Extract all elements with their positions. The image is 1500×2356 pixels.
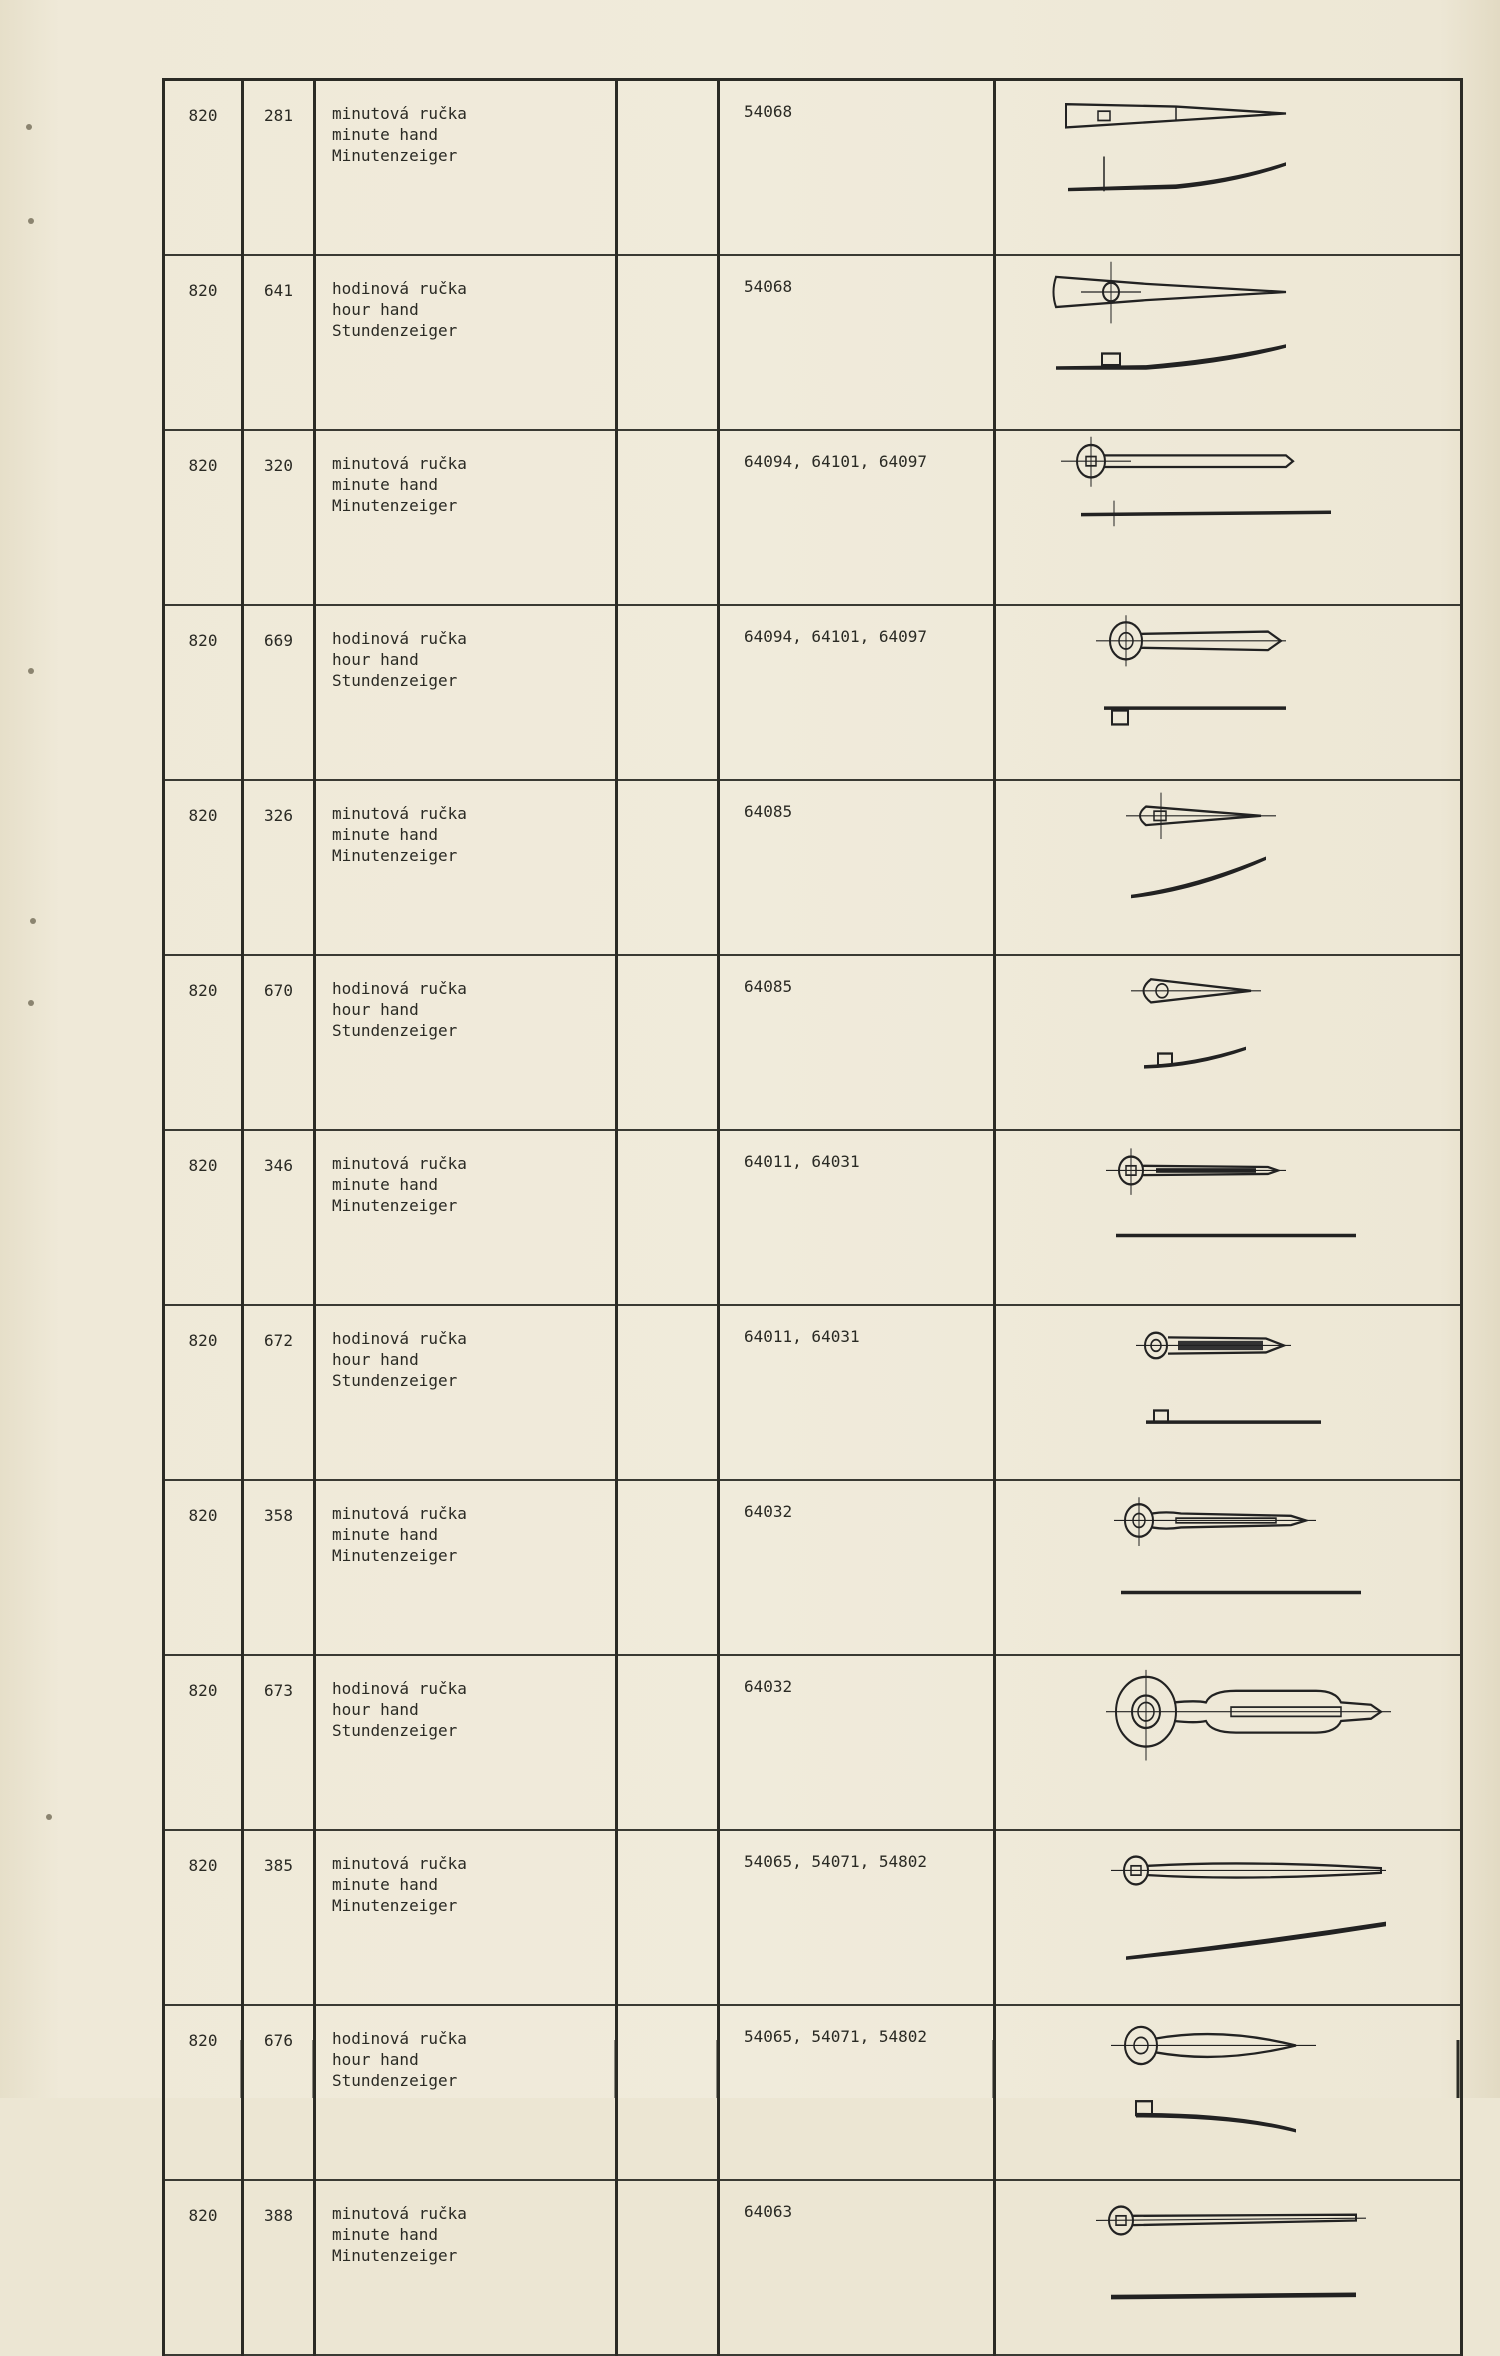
model-cell xyxy=(164,1830,243,2005)
blank-cell xyxy=(617,1655,719,1830)
description-english: hour hand xyxy=(332,650,419,669)
part-number: 673 xyxy=(264,1681,293,1700)
table-continuation-lines xyxy=(162,2040,1460,2098)
description-english: minute hand xyxy=(332,2225,438,2244)
description-cell xyxy=(315,955,617,1130)
caliber-list: 64063 xyxy=(744,2202,793,2221)
model-number: 820 xyxy=(188,2206,218,2225)
description-czech: minutová ručka xyxy=(332,1854,467,1873)
table-row xyxy=(164,605,1462,780)
description-english: hour hand xyxy=(332,1700,419,1719)
model-number: 820 xyxy=(188,1506,218,1525)
model-cell xyxy=(164,955,243,1130)
description-czech: minutová ručka xyxy=(332,1154,467,1173)
table-row xyxy=(164,1305,1462,1480)
description-cell xyxy=(315,430,617,605)
punch-hole xyxy=(28,1000,34,1006)
description-german: Stundenzeiger xyxy=(332,1371,458,1390)
blank-cell xyxy=(617,1130,719,1305)
hour-hand-slot-icon xyxy=(996,1306,1460,1479)
model-number: 820 xyxy=(188,1156,218,1175)
description-czech: hodinová ručka xyxy=(332,279,467,298)
model-cell xyxy=(164,1480,243,1655)
caliber-list: 64094, 64101, 64097 xyxy=(744,627,928,646)
calibers-cell xyxy=(719,2180,995,2355)
description-czech: minutová ručka xyxy=(332,1504,467,1523)
model-cell xyxy=(164,780,243,955)
drawing-cell xyxy=(995,955,1462,1130)
model-cell xyxy=(164,255,243,430)
calibers-cell xyxy=(719,955,995,1130)
calibers-cell xyxy=(719,1130,995,1305)
punch-hole xyxy=(46,1814,52,1820)
minute-hand-taper-icon xyxy=(996,781,1460,954)
description-german: Stundenzeiger xyxy=(332,1021,458,1040)
drawing-cell xyxy=(995,1830,1462,2005)
description-czech: hodinová ručka xyxy=(332,979,467,998)
model-cell xyxy=(164,80,243,256)
part-number: 281 xyxy=(264,106,293,125)
description-czech: hodinová ručka xyxy=(332,1679,467,1698)
punch-hole xyxy=(28,218,34,224)
drawing-cell xyxy=(995,1655,1462,1830)
caliber-list: 64032 xyxy=(744,1677,793,1696)
blank-cell xyxy=(617,780,719,955)
blank-cell xyxy=(617,80,719,256)
model-cell xyxy=(164,2180,243,2355)
description-german: Minutenzeiger xyxy=(332,2246,458,2265)
drawing-cell xyxy=(995,780,1462,955)
description-german: Stundenzeiger xyxy=(332,2071,458,2090)
model-number: 820 xyxy=(188,1331,218,1350)
calibers-cell xyxy=(719,1480,995,1655)
description-cell xyxy=(315,1130,617,1305)
description-english: minute hand xyxy=(332,1875,438,1894)
description-cell xyxy=(315,80,617,256)
model-number: 820 xyxy=(188,631,218,650)
description-english: hour hand xyxy=(332,2050,419,2069)
caliber-list: 64011, 64031 xyxy=(744,1327,860,1346)
drawing-cell xyxy=(995,2180,1462,2355)
minute-hand-flat-icon xyxy=(996,81,1460,254)
part-cell xyxy=(243,430,315,605)
caliber-list: 64085 xyxy=(744,977,793,996)
punch-hole xyxy=(30,918,36,924)
drawing-cell xyxy=(995,80,1462,256)
part-cell xyxy=(243,1830,315,2005)
description-czech: hodinová ručka xyxy=(332,629,467,648)
blank-cell xyxy=(617,2180,719,2355)
part-number: 388 xyxy=(264,2206,293,2225)
part-cell xyxy=(243,1305,315,1480)
hour-hand-taper-icon xyxy=(996,956,1460,1129)
model-number: 820 xyxy=(188,2031,218,2050)
blank-cell xyxy=(617,1305,719,1480)
description-german: Minutenzeiger xyxy=(332,146,458,165)
blank-cell xyxy=(617,430,719,605)
hour-hand-window-icon xyxy=(996,1656,1460,1829)
part-cell xyxy=(243,255,315,430)
caliber-list: 64085 xyxy=(744,802,793,821)
description-cell xyxy=(315,605,617,780)
description-cell xyxy=(315,1480,617,1655)
drawing-cell xyxy=(995,605,1462,780)
description-czech: minutová ručka xyxy=(332,804,467,823)
blank-cell xyxy=(617,255,719,430)
description-cell xyxy=(315,780,617,955)
table-row xyxy=(164,2180,1462,2355)
part-number: 670 xyxy=(264,981,293,1000)
calibers-cell xyxy=(719,780,995,955)
parts-table xyxy=(162,78,1463,2356)
description-english: minute hand xyxy=(332,1175,438,1194)
model-cell xyxy=(164,1655,243,1830)
blank-cell xyxy=(617,1480,719,1655)
hour-hand-flat-icon xyxy=(996,256,1460,429)
minute-hand-baton-icon xyxy=(996,431,1460,604)
model-number: 820 xyxy=(188,106,218,125)
blank-cell xyxy=(617,1830,719,2005)
caliber-list: 54068 xyxy=(744,102,793,121)
description-czech: hodinová ručka xyxy=(332,2029,467,2048)
part-cell xyxy=(243,2180,315,2355)
calibers-cell xyxy=(719,1655,995,1830)
table-row xyxy=(164,1830,1462,2005)
part-number: 346 xyxy=(264,1156,293,1175)
calibers-cell xyxy=(719,605,995,780)
minute-hand-slot-icon xyxy=(996,1131,1460,1304)
model-number: 820 xyxy=(188,981,218,1000)
drawing-cell xyxy=(995,1480,1462,1655)
calibers-cell xyxy=(719,80,995,256)
blank-cell xyxy=(617,955,719,1130)
part-cell xyxy=(243,80,315,256)
description-english: hour hand xyxy=(332,1000,419,1019)
part-number: 385 xyxy=(264,1856,293,1875)
model-cell xyxy=(164,1130,243,1305)
model-cell xyxy=(164,1305,243,1480)
description-cell xyxy=(315,1305,617,1480)
model-cell xyxy=(164,430,243,605)
part-cell xyxy=(243,780,315,955)
part-number: 326 xyxy=(264,806,293,825)
caliber-list: 64094, 64101, 64097 xyxy=(744,452,928,471)
description-english: hour hand xyxy=(332,300,419,319)
hour-hand-baton-icon xyxy=(996,606,1460,779)
table-row xyxy=(164,430,1462,605)
part-number: 676 xyxy=(264,2031,293,2050)
table-row xyxy=(164,255,1462,430)
calibers-cell xyxy=(719,430,995,605)
part-number: 669 xyxy=(264,631,293,650)
part-cell xyxy=(243,955,315,1130)
model-number: 820 xyxy=(188,806,218,825)
caliber-list: 64032 xyxy=(744,1502,793,1521)
description-english: hour hand xyxy=(332,1350,419,1369)
part-number: 641 xyxy=(264,281,293,300)
description-english: minute hand xyxy=(332,475,438,494)
description-german: Stundenzeiger xyxy=(332,1721,458,1740)
description-cell xyxy=(315,1655,617,1830)
description-german: Minutenzeiger xyxy=(332,1196,458,1215)
model-number: 820 xyxy=(188,456,218,475)
blank-cell xyxy=(617,605,719,780)
model-cell xyxy=(164,605,243,780)
description-german: Minutenzeiger xyxy=(332,496,458,515)
table-row xyxy=(164,1130,1462,1305)
part-number: 358 xyxy=(264,1506,293,1525)
punch-hole xyxy=(26,124,32,130)
minute-hand-stick-icon xyxy=(996,2181,1460,2354)
description-english: minute hand xyxy=(332,125,438,144)
punch-hole xyxy=(28,668,34,674)
description-czech: minutová ručka xyxy=(332,104,467,123)
description-english: minute hand xyxy=(332,1525,438,1544)
calibers-cell xyxy=(719,1305,995,1480)
description-czech: hodinová ručka xyxy=(332,1329,467,1348)
calibers-cell xyxy=(719,1830,995,2005)
table-row xyxy=(164,1655,1462,1830)
minute-hand-leaf-icon xyxy=(996,1831,1460,2004)
part-number: 320 xyxy=(264,456,293,475)
description-german: Stundenzeiger xyxy=(332,671,458,690)
table-row xyxy=(164,80,1462,256)
description-english: minute hand xyxy=(332,825,438,844)
minute-hand-window-icon xyxy=(996,1481,1460,1654)
description-czech: minutová ručka xyxy=(332,454,467,473)
table-row xyxy=(164,780,1462,955)
drawing-cell xyxy=(995,430,1462,605)
drawing-cell xyxy=(995,1305,1462,1480)
model-number: 820 xyxy=(188,281,218,300)
part-cell xyxy=(243,605,315,780)
caliber-list: 54068 xyxy=(744,277,793,296)
caliber-list: 54065, 54071, 54802 xyxy=(744,1852,928,1871)
drawing-cell xyxy=(995,255,1462,430)
table-row xyxy=(164,1480,1462,1655)
description-german: Minutenzeiger xyxy=(332,846,458,865)
description-german: Minutenzeiger xyxy=(332,1896,458,1915)
model-number: 820 xyxy=(188,1681,218,1700)
calibers-cell xyxy=(719,255,995,430)
description-cell xyxy=(315,2180,617,2355)
part-number: 672 xyxy=(264,1331,293,1350)
caliber-list: 54065, 54071, 54802 xyxy=(744,2027,928,2046)
description-german: Minutenzeiger xyxy=(332,1546,458,1565)
part-cell xyxy=(243,1480,315,1655)
description-cell xyxy=(315,255,617,430)
description-german: Stundenzeiger xyxy=(332,321,458,340)
part-cell xyxy=(243,1655,315,1830)
part-cell xyxy=(243,1130,315,1305)
model-number: 820 xyxy=(188,1856,218,1875)
table-row xyxy=(164,955,1462,1130)
drawing-cell xyxy=(995,1130,1462,1305)
description-czech: minutová ručka xyxy=(332,2204,467,2223)
caliber-list: 64011, 64031 xyxy=(744,1152,860,1171)
description-cell xyxy=(315,1830,617,2005)
